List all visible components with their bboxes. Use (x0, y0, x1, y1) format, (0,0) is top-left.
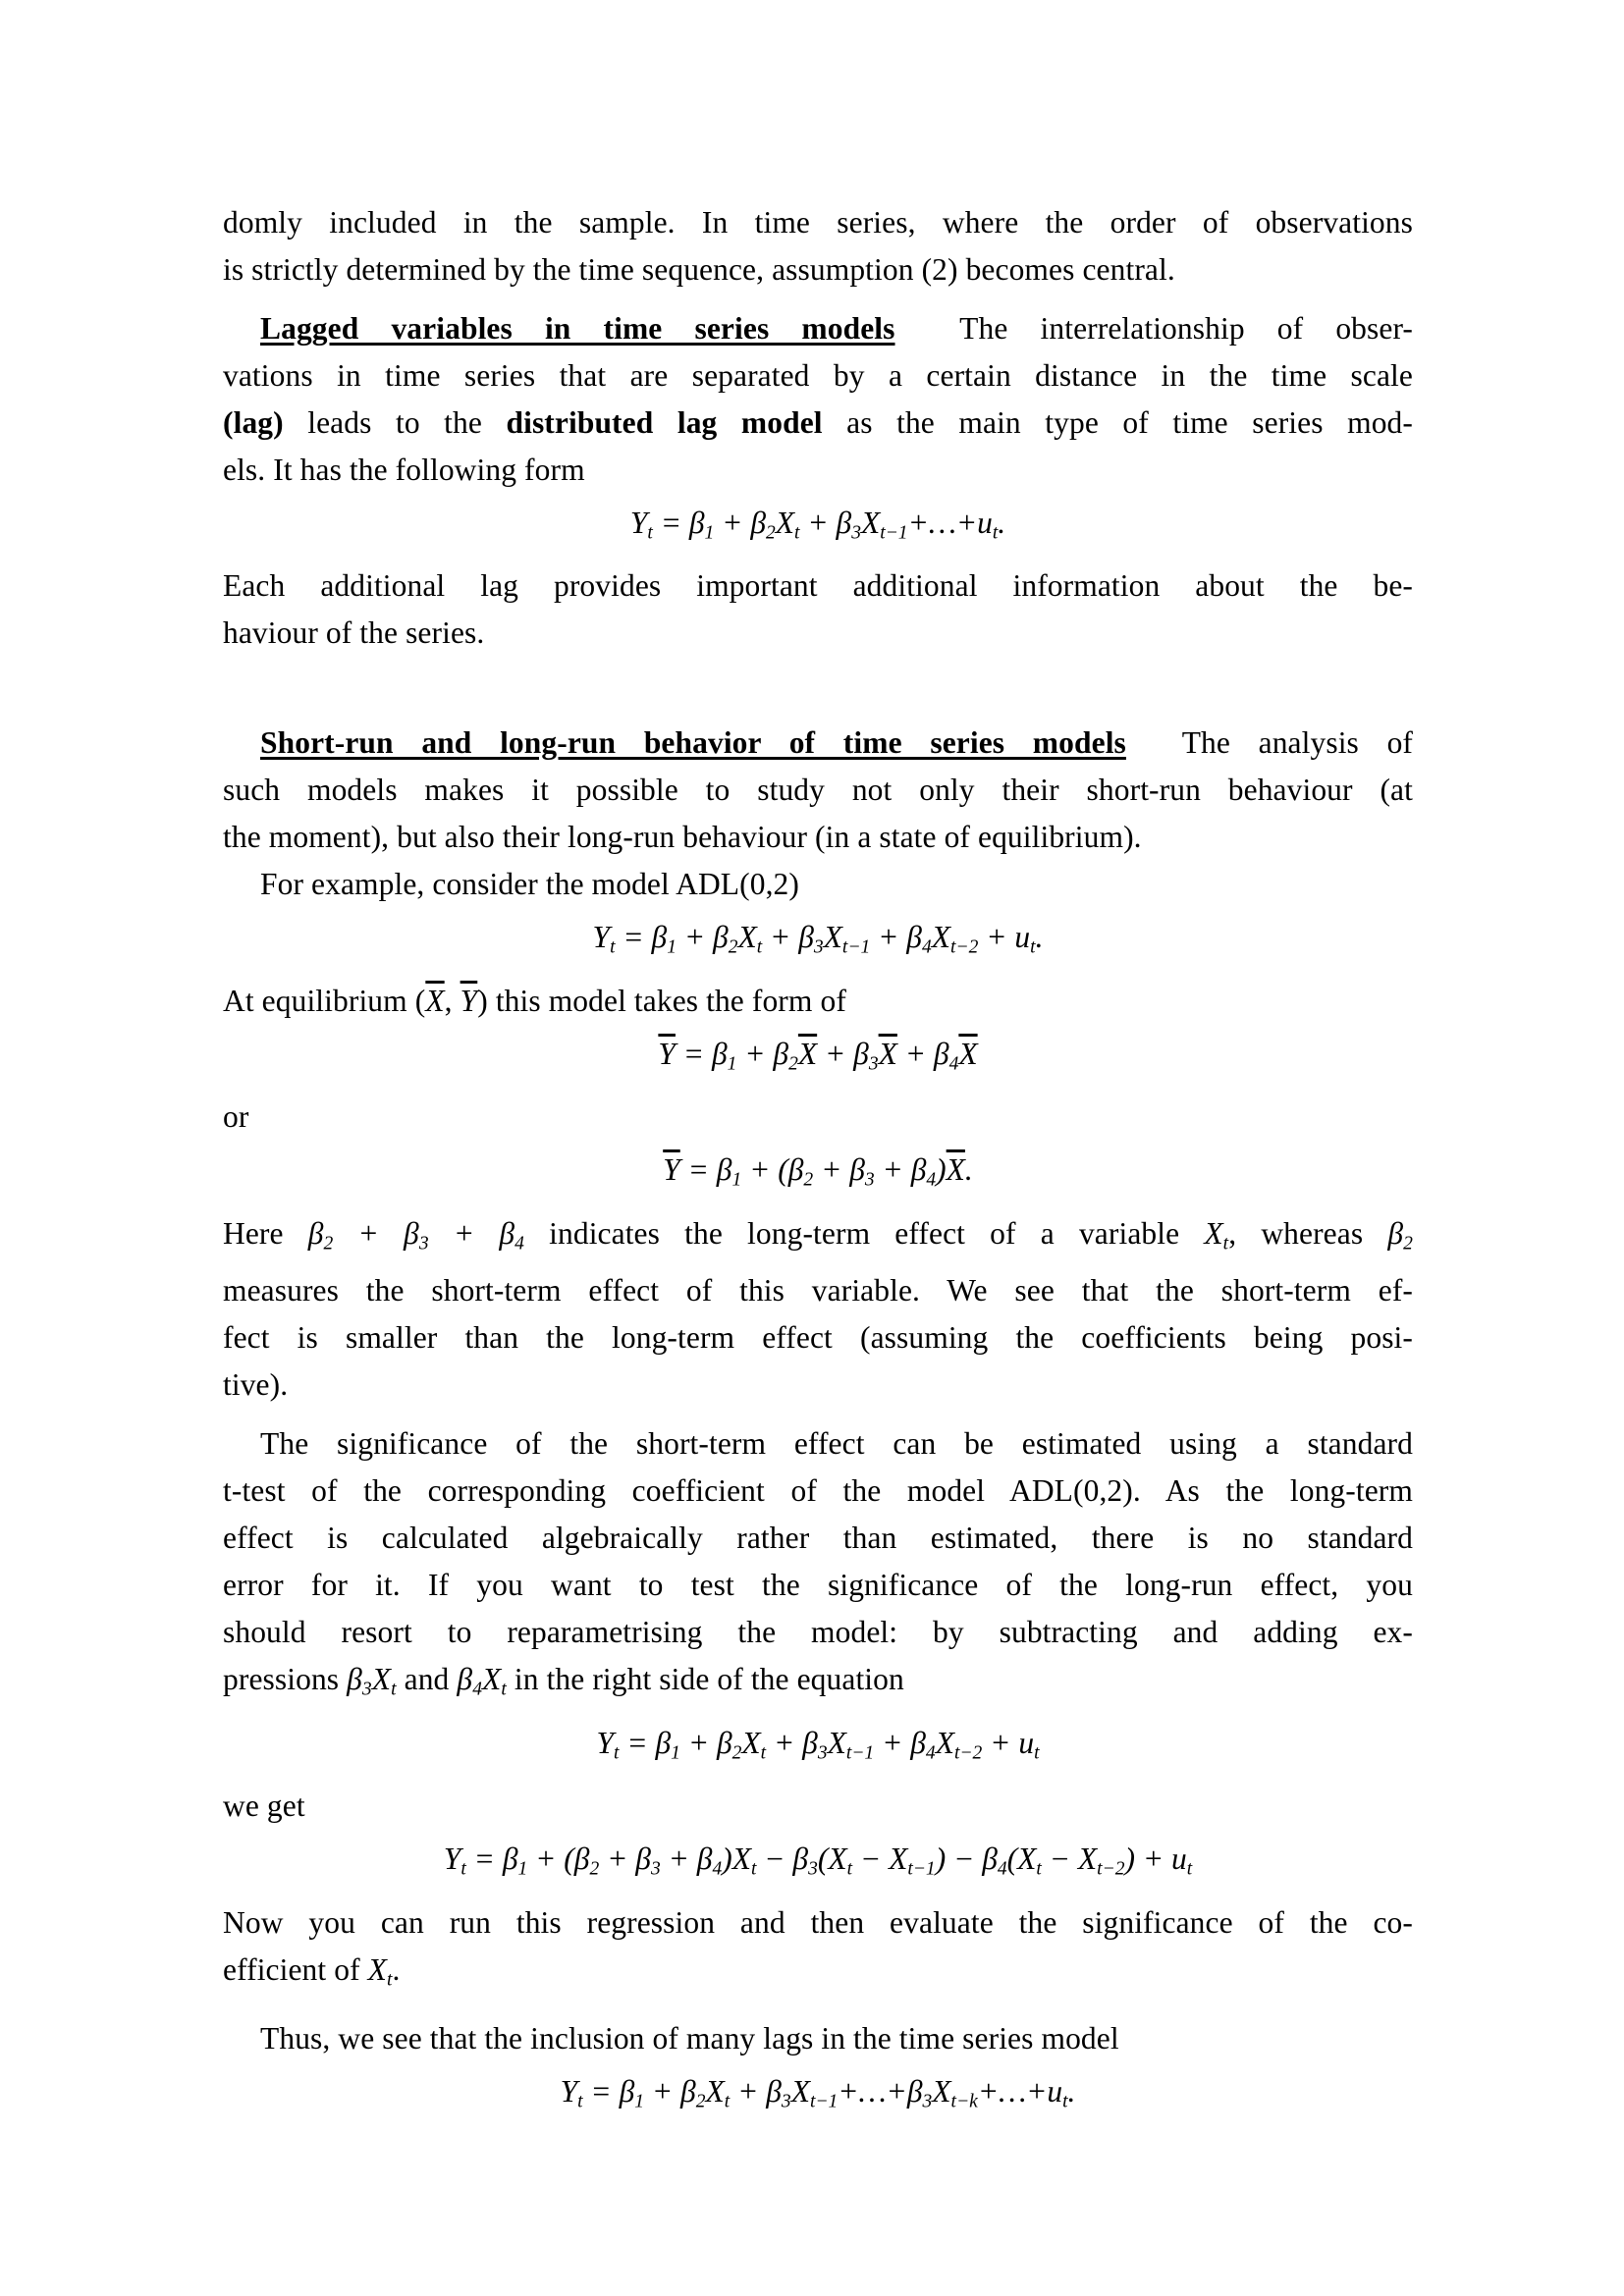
paragraph (223, 1899, 1413, 2003)
text-line (223, 352, 1413, 400)
text-run: X (932, 2074, 951, 2109)
text-run: The analysis of (1181, 725, 1414, 761)
subscript-run: 1 (727, 1053, 737, 1075)
text-line (223, 1783, 1413, 1830)
text-run: + (679, 1725, 717, 1760)
text-run: X (741, 1725, 761, 1760)
text-line (223, 1609, 1413, 1656)
text-line (223, 400, 1413, 447)
text-run: β (773, 1036, 789, 1071)
text-run: ( (1006, 1842, 1018, 1877)
text-run: we get (223, 1789, 305, 1824)
text-run: X (935, 1725, 954, 1760)
math-formula (223, 1144, 1413, 1206)
text-run: β (716, 1152, 732, 1188)
paragraph (223, 2015, 1413, 2062)
subscript-run: t (501, 1679, 507, 1700)
subscript-run: t (610, 936, 616, 958)
text-run: error for it. If you want to test the significance of the long-run effect, you (223, 1568, 1413, 1603)
text-run: $\overline{X}$ (946, 1152, 965, 1188)
text-run: + (978, 920, 1015, 955)
subscript-run: t (1036, 1858, 1042, 1880)
text-run: β (1387, 1215, 1404, 1251)
subscript-run: 3 (868, 1053, 879, 1075)
subscript-run: 2 (766, 522, 776, 544)
text-run: +…+ (907, 506, 978, 540)
text-run: Thus, we see that the inclusion of many lags in the time series model (260, 2021, 1119, 2056)
text-run: ) (936, 1152, 947, 1188)
text-run: β (906, 920, 922, 955)
text-run: u (1047, 2074, 1063, 2109)
paragraph (223, 305, 1413, 494)
text-line (223, 1210, 1413, 1267)
text-run: + (714, 506, 751, 540)
text-run: + (333, 1215, 405, 1251)
text-run: should resort to reparametrising the model: by subtracting and adding ex- (223, 1615, 1413, 1650)
subscript-run: t (992, 522, 999, 544)
subscript-run: t−2 (950, 936, 979, 958)
section-gap (223, 657, 1413, 720)
text-run: X (931, 920, 950, 955)
text-run: β (711, 1036, 728, 1071)
subscript-run: 4 (926, 1169, 937, 1191)
text-run: − (1041, 1842, 1078, 1877)
subscript-run: 4 (921, 936, 932, 958)
paragraph (223, 861, 1413, 908)
text-run: . (1035, 920, 1044, 955)
text-run: vations in time series that are separated by a certain distance in the time scale (223, 358, 1413, 393)
text-line (223, 720, 1413, 767)
paragraph (223, 1094, 1413, 1141)
text-run: and (396, 1662, 458, 1697)
text-run: t-test of the corresponding coefficient of the model ADL(0,2). As the long-term (223, 1473, 1413, 1509)
subscript-run: 2 (695, 2091, 706, 2112)
text-run: els. It has the following form (223, 453, 585, 487)
text-run: X (775, 506, 795, 540)
subscript-run: 4 (712, 1858, 723, 1880)
text-line (223, 767, 1413, 814)
text-run: . (964, 1152, 973, 1188)
subscript-run: 1 (671, 1742, 680, 1764)
text-run: β (910, 1725, 926, 1760)
text-run: X (823, 920, 842, 955)
text-run: domly included in the sample. In time series, where the order of observations (223, 205, 1413, 240)
subscript-run: t (846, 1858, 853, 1880)
text-line (223, 447, 1413, 494)
text-run: . (1067, 2074, 1076, 2109)
math-formula (223, 1833, 1413, 1896)
paragraph (223, 562, 1413, 657)
subscript-run: 3 (650, 1858, 661, 1880)
text-run: ) this model takes the form of (477, 983, 846, 1018)
paragraph (223, 978, 1413, 1025)
text-run: $\overline{X}$ (425, 983, 445, 1018)
text-run: as the main type of time series mod- (822, 405, 1413, 440)
text-run: β (906, 2074, 923, 2109)
text-run: effect is calculated algebraically rather than estimated, there is no standard (223, 1521, 1413, 1556)
text-run: + (736, 1036, 774, 1071)
text-run: + (599, 1842, 636, 1877)
text-run: + (730, 2074, 767, 2109)
text-run: $\overline{Y}$ (658, 1036, 676, 1071)
text-run: X (482, 1662, 502, 1697)
subscript-run: t−1 (809, 2091, 839, 2112)
subscript-run: t−2 (1097, 1858, 1125, 1880)
subscript-run: t (1222, 1233, 1229, 1255)
text-run: ) (722, 1842, 732, 1877)
subscript-run: t (460, 1858, 466, 1880)
text-run: β (619, 2074, 635, 2109)
subscript-run: 4 (997, 1858, 1007, 1880)
subscript-run: 2 (803, 1169, 814, 1191)
text-run: β (798, 920, 814, 955)
text-run: , (444, 983, 460, 1018)
subscript-run: 2 (731, 1742, 742, 1764)
text-run: +…+ (977, 2074, 1048, 2109)
text-run: + (677, 920, 714, 955)
subscript-run: 1 (667, 936, 677, 958)
text-run: Y (596, 1725, 615, 1760)
text-run: β (910, 1152, 927, 1188)
text-run: β (502, 1842, 518, 1877)
subscript-run: 3 (781, 2091, 791, 2112)
text-run: $\overline{Y}$ (460, 983, 478, 1018)
text-run: . (998, 506, 1006, 540)
text-run: tive). (223, 1367, 289, 1403)
text-run: Y (592, 920, 611, 955)
text-run: $\overline{X}$ (958, 1036, 978, 1071)
text-run: − (756, 1842, 793, 1877)
text-run: β (792, 1842, 809, 1877)
text-run: + (428, 1215, 500, 1251)
text-run (895, 311, 960, 346)
text-run: β (853, 1036, 869, 1071)
text-run: + (982, 1725, 1019, 1760)
text-line (223, 1362, 1413, 1409)
text-run: X (367, 1951, 387, 1987)
math-formula (223, 1028, 1413, 1091)
text-run: X (1204, 1215, 1223, 1251)
text-run: β (499, 1215, 515, 1251)
text-run: At equilibrium ( (223, 983, 426, 1018)
subscript-run: 2 (788, 1053, 798, 1075)
text-run: +…+ (838, 2074, 907, 2109)
text-run: $\overline{X}$ (878, 1036, 897, 1071)
text-run: + (644, 2074, 681, 2109)
subscript-run: t (1062, 2091, 1068, 2112)
text-run: β (716, 1725, 732, 1760)
text-run: = (582, 2074, 620, 2109)
text-run: β (982, 1842, 998, 1877)
text-run: = (465, 1842, 503, 1877)
text-run: β (457, 1662, 473, 1697)
text-line (223, 1899, 1413, 1947)
text-run: efficient of (223, 1951, 368, 1987)
text-run: + (766, 1725, 803, 1760)
text-run: X (1017, 1842, 1037, 1877)
subscript-run: 1 (634, 2091, 645, 2112)
subscript-run: t (760, 1742, 767, 1764)
subscript-run: t (391, 1679, 397, 1700)
text-run: distributed lag model (506, 405, 823, 440)
subscript-run: t (756, 936, 763, 958)
text-line (223, 1656, 1413, 1713)
subscript-run: 3 (817, 1742, 828, 1764)
text-run: + (799, 506, 837, 540)
text-run: = (652, 506, 689, 540)
text-run: = (679, 1152, 717, 1188)
subscript-run: t (577, 2091, 583, 2112)
text-run: β (635, 1842, 651, 1877)
paragraph (223, 1783, 1413, 1830)
text-run: β (802, 1725, 818, 1760)
subscript-run: t (387, 1969, 393, 1991)
text-run: indicates the long-term effect of a variable (524, 1215, 1205, 1251)
text-run: − (852, 1842, 890, 1877)
text-run: β (933, 1036, 949, 1071)
text-line (223, 1562, 1413, 1609)
math-formula (223, 1717, 1413, 1780)
subscript-run: t (1034, 1742, 1040, 1764)
text-line (223, 1094, 1413, 1141)
math-formula (223, 2065, 1413, 2128)
subscript-run: t−1 (845, 1742, 875, 1764)
paragraph (223, 1210, 1413, 1409)
text-run: β (404, 1215, 419, 1251)
text-run: X (371, 1662, 392, 1697)
text-line (223, 562, 1413, 610)
text-line (223, 199, 1413, 246)
text-line (223, 246, 1413, 294)
subscript-run: 3 (864, 1169, 875, 1191)
text-run: + (762, 920, 799, 955)
text-run: + (896, 1036, 934, 1071)
paragraph (223, 199, 1413, 294)
subscript-run: 3 (418, 1233, 429, 1255)
section-gap (223, 294, 1413, 305)
math-formula (223, 497, 1413, 560)
subscript-run: 3 (922, 2091, 933, 2112)
subscript-run: 1 (731, 1169, 742, 1191)
text-run: fect is smaller than the long-term effect (assuming the coefficients being posi- (223, 1320, 1413, 1356)
section-heading: Lagged variables in time series models (260, 311, 895, 346)
subscript-run: t (614, 1742, 620, 1764)
text-run: β (713, 920, 729, 955)
subscript-run: t−1 (880, 522, 908, 544)
text-run: ( (817, 1842, 829, 1877)
text-run: u (1018, 1725, 1035, 1760)
text-run: X (889, 1842, 908, 1877)
section-heading: Short-run and long-run behavior of time series models (260, 725, 1126, 761)
text-run: + (660, 1842, 697, 1877)
subscript-run: t−1 (841, 936, 871, 958)
text-run: X (737, 920, 757, 955)
text-run: the moment), but also their long-run behaviour (in a state of equilibrium). (223, 820, 1142, 855)
text-run: X (705, 2074, 725, 2109)
text-run: + (870, 920, 907, 955)
text-run: The significance of the short-term effect can be estimated using a standard (260, 1426, 1413, 1462)
text-run: β (651, 920, 668, 955)
text-run: β (750, 506, 767, 540)
subscript-run: t−2 (953, 1742, 983, 1764)
paragraph (223, 1420, 1413, 1713)
subscript-run: 4 (948, 1053, 959, 1075)
text-run: Y (443, 1842, 461, 1877)
text-run: + ( (741, 1152, 788, 1188)
text-run: haviour of the series. (223, 615, 485, 651)
subscript-run: t−1 (907, 1858, 936, 1880)
section-gap (223, 1409, 1413, 1420)
text-run: For example, consider the model ADL(0,2) (260, 867, 799, 902)
text-run: + (813, 1152, 850, 1188)
subscript-run: t (647, 522, 653, 544)
text-run: . (392, 1951, 401, 1987)
text-run: X (731, 1842, 751, 1877)
text-run: Here (223, 1215, 308, 1251)
subscript-run: t (724, 2091, 731, 2112)
subscript-run: t (1186, 1858, 1193, 1880)
subscript-run: 2 (728, 936, 738, 958)
subscript-run: 4 (514, 1233, 524, 1255)
text-line (223, 861, 1413, 908)
subscript-run: t (794, 522, 800, 544)
text-run: β (688, 506, 705, 540)
text-line (223, 1267, 1413, 1314)
text-run: Each additional lag provides important additional information about the be- (223, 568, 1413, 604)
subscript-run: 2 (589, 1858, 600, 1880)
text-run: = (615, 920, 652, 955)
text-line (223, 1515, 1413, 1562)
subscript-run: 4 (472, 1679, 483, 1700)
text-run: ) + (1124, 1842, 1171, 1877)
text-run: β (787, 1152, 804, 1188)
subscript-run: 3 (813, 936, 824, 958)
text-run: (lag) (223, 405, 284, 440)
text-run: pressions (223, 1662, 348, 1697)
section-gap (223, 2003, 1413, 2015)
text-line (223, 1420, 1413, 1468)
subscript-run: 3 (851, 522, 861, 544)
text-run: β (836, 506, 852, 540)
text-run: , whereas (1228, 1215, 1388, 1251)
text-run: is strictly determined by the time sequence, assumption (2) becomes central. (223, 252, 1175, 287)
text-line (223, 2015, 1413, 2062)
text-run: leads to the (283, 405, 507, 440)
text-run: β (655, 1725, 672, 1760)
text-run: ) − (935, 1842, 983, 1877)
text-run: = (619, 1725, 656, 1760)
text-run: Y (560, 2074, 578, 2109)
text-run: u (1014, 920, 1031, 955)
text-run: + ( (527, 1842, 574, 1877)
text-run: in the right side of the equation (506, 1662, 904, 1697)
text-run: β (347, 1662, 362, 1697)
text-run: X (828, 1842, 847, 1877)
text-run: or (223, 1099, 249, 1135)
text-line (223, 610, 1413, 657)
text-line (223, 1468, 1413, 1515)
math-formula (223, 911, 1413, 974)
text-run: u (977, 506, 993, 540)
text-run: $\overline{X}$ (797, 1036, 818, 1071)
text-line (223, 1947, 1413, 2003)
text-run: u (1170, 1842, 1187, 1877)
text-run: such models makes it possible to study not only their short-run behaviour (at (223, 773, 1413, 808)
text-line (223, 978, 1413, 1025)
text-run: + (874, 1725, 911, 1760)
text-run: β (307, 1215, 324, 1251)
text-run: $\overline{Y}$ (663, 1152, 680, 1188)
subscript-run: 1 (704, 522, 715, 544)
text-run: The interrelationship of obser- (959, 311, 1414, 346)
text-run (1126, 725, 1182, 760)
text-run: = (675, 1036, 712, 1071)
text-run: measures the short-term effect of this variable. We see that the short-term ef- (223, 1273, 1413, 1308)
text-run: X (860, 506, 881, 540)
document-content (223, 199, 1413, 2132)
text-line (223, 305, 1413, 352)
text-run: β (849, 1152, 865, 1188)
text-run: β (696, 1842, 713, 1877)
text-run: X (790, 2074, 810, 2109)
text-run: X (827, 1725, 846, 1760)
subscript-run: 2 (1403, 1233, 1413, 1255)
text-line (223, 1314, 1413, 1362)
text-run: Y (629, 506, 648, 540)
subscript-run: 1 (517, 1858, 528, 1880)
subscript-run: t (750, 1858, 757, 1880)
subscript-run: t−k (950, 2091, 978, 2112)
text-run: + (817, 1036, 854, 1071)
subscript-run: 2 (323, 1233, 334, 1255)
text-run: + (874, 1152, 911, 1188)
text-line (223, 814, 1413, 861)
subscript-run: 3 (361, 1679, 372, 1700)
subscript-run: 3 (808, 1858, 818, 1880)
text-run: X (1077, 1842, 1098, 1877)
text-run: β (766, 2074, 782, 2109)
subscript-run: 4 (925, 1742, 936, 1764)
text-run: Now you can run this regression and then evaluate the significance of the co- (223, 1904, 1413, 1940)
paragraph (223, 720, 1413, 861)
subscript-run: t (1030, 936, 1036, 958)
text-run: β (573, 1842, 590, 1877)
text-run: β (680, 2074, 696, 2109)
